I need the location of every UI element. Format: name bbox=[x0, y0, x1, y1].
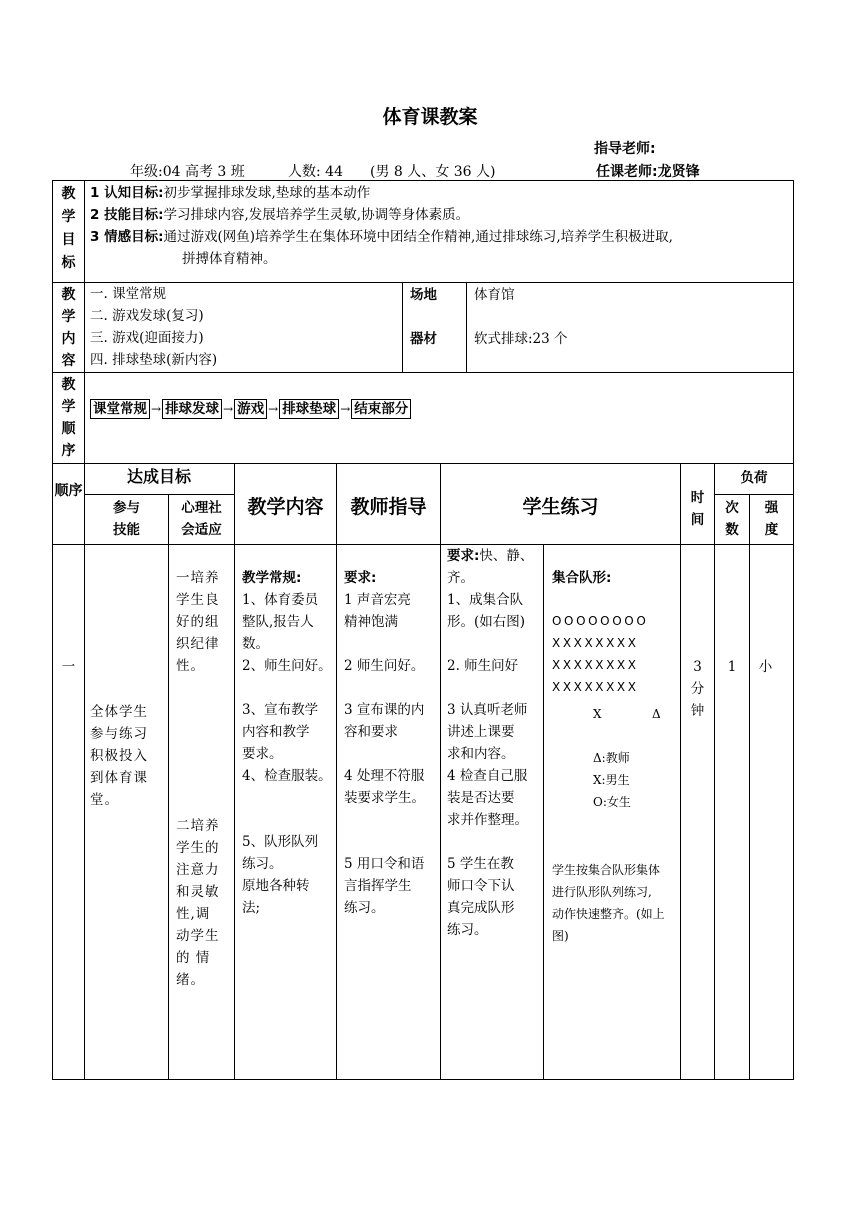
formation-row-boys-1: XXXXXXXX bbox=[552, 636, 639, 650]
head-practice: 学生练习 bbox=[522, 496, 599, 518]
row-guide: 要求: 1 声音宏亮 精神饱满 2 师生问好。 3 宣布课的内 容和要求 4 处理不符服 装要求学生。 5 用口令和语 言指挥学生 练习。 bbox=[344, 570, 425, 916]
head-times: 次 数 bbox=[725, 500, 739, 538]
equipment-label: 器材 bbox=[410, 331, 437, 347]
goals-label: 教 学 目 标 bbox=[61, 186, 76, 271]
content-label: 教 学 内 容 bbox=[61, 287, 76, 369]
step-ending: 结束部分 bbox=[351, 399, 411, 419]
student-count: 人数: 44 bbox=[288, 164, 343, 180]
venue-label: 场地 bbox=[410, 287, 437, 303]
step-game: 游戏 bbox=[234, 399, 267, 419]
row-practice: 要求:快、静、 齐。 1、成集合队 形。(如右图) 2. 师生问好 3 认真听老师 讲述上课要 求和内容。 4 检查自己服 装是否达要 求并作整理。 5 学生在教 师口令下认 真完成队形 练习。 bbox=[447, 548, 534, 938]
formation-note: 学生按集合队形集体 进行队形队列练习, 动作快速整齐。(如上 图) bbox=[552, 863, 665, 943]
head-skill: 参与 技能 bbox=[113, 500, 140, 538]
row-content: 教学常规: 1、体育委员 整队,报告人 数。 2、师生问好。 3、宣布教学 内容和教学 要求。 4、检查服装。 5、队形队列 练习。 原地各种转 法; bbox=[242, 570, 332, 916]
row-psych-2: 二培养 学生的 注意力 和灵敏 性,调 动学生 的 情 绪。 bbox=[176, 818, 220, 988]
formation-row-boys-3: XXXXXXXX bbox=[552, 680, 639, 694]
head-order: 顺序 bbox=[54, 483, 83, 499]
head-content: 教学内容 bbox=[247, 496, 324, 518]
content-list: 一. 课堂常规 二. 游戏发球(复习) 三. 游戏(迎面接力) 四. 排球垫球(新内容) bbox=[90, 286, 218, 368]
sequence-label: 教 学 顺 序 bbox=[61, 377, 76, 459]
step-serve: 排球发球 bbox=[162, 399, 222, 419]
formation-legend: Δ:教师 X:男生 O:女生 bbox=[593, 751, 631, 809]
goal-cognitive: 1 认知目标:初步掌握排球发球,垫球的基本动作 bbox=[90, 185, 371, 201]
goal-emotion: 3 情感目标:通过游戏(网鱼)培养学生在集体环境中团结全作精神,通过排球练习,培养学生积极进取, bbox=[90, 229, 673, 245]
formation-x-mark: X bbox=[593, 707, 602, 721]
formation-row-girls: OOOOOOOO bbox=[552, 614, 649, 628]
row-skill: 全体学生 参与练习 积极投入 到体育课 堂。 bbox=[90, 704, 148, 808]
row-times: 1 bbox=[727, 659, 737, 675]
teacher-name: 任课老师:龙贤锋 bbox=[596, 164, 700, 180]
head-time: 时 间 bbox=[690, 490, 705, 528]
row-order: 一 bbox=[61, 659, 76, 675]
head-load: 负荷 bbox=[740, 470, 768, 486]
equipment-value: 软式排球:23 个 bbox=[474, 331, 568, 347]
step-dig: 排球垫球 bbox=[279, 399, 339, 419]
goal-skill: 2 技能目标:学习排球内容,发展培养学生灵敏,协调等身体素质。 bbox=[90, 207, 470, 223]
supervisor-label: 指导老师: bbox=[594, 141, 656, 157]
head-guide: 教师指导 bbox=[350, 496, 427, 518]
head-intensity: 强 度 bbox=[764, 500, 779, 538]
sequence-flow: 课堂常规 → 排球发球 → 游戏 → 排球垫球 → 结束部分 bbox=[90, 398, 411, 419]
head-psych: 心理社 会适应 bbox=[181, 500, 222, 538]
formation-title: 集合队形: bbox=[552, 570, 612, 586]
step-routine: 课堂常规 bbox=[90, 399, 150, 419]
grade: 年级:04 高考 3 班 bbox=[130, 164, 245, 180]
formation-diagram bbox=[552, 610, 648, 698]
page-title: 体育课教案 bbox=[382, 106, 478, 128]
head-goal: 达成目标 bbox=[126, 467, 191, 486]
formation-row-boys-2: XXXXXXXX bbox=[552, 658, 639, 672]
gender-count: (男 8 人、女 36 人) bbox=[370, 164, 496, 180]
row-time: 3 分 钟 bbox=[690, 659, 705, 719]
row-psych-1: 一培养 学生良 好的组 织纪律 性。 bbox=[176, 570, 220, 674]
venue-value: 体育馆 bbox=[474, 287, 515, 303]
row-intensity: 小 bbox=[758, 659, 773, 675]
goals-list: 1 认知目标:初步掌握排球发球,垫球的基本动作 2 技能目标:学习排球内容,发展培养学生灵敏,协调等身体素质。 3 情感目标:通过游戏(网鱼)培养学生在集体环境中团结全作精神,通过排球练习,培养学生积极进取, 拼搏体育精神。 bbox=[90, 182, 790, 270]
formation-teacher-mark: Δ bbox=[652, 707, 661, 721]
